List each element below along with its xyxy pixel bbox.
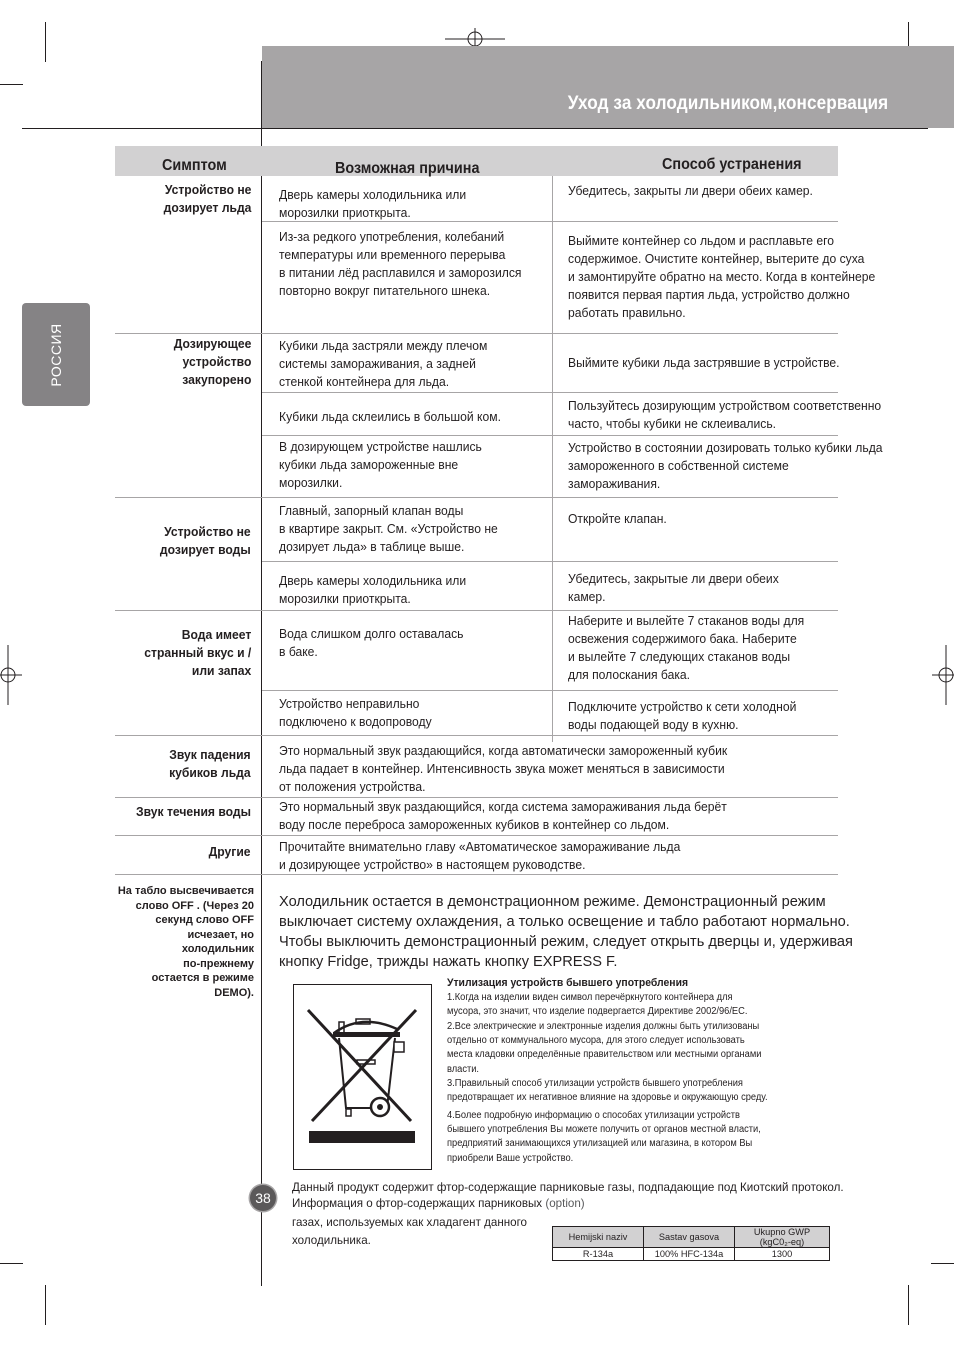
demo-explanation: Холодильник остается в демонстрационном режиме. Демонстрационный режим выключает систему охлаждения, а только освещение и табло работают нормально. Чтобы выключить демонстрационный режим, следует открыть дверцы и, удерживая кнопку Fridge, трижды нажать кнопку EXPRESS F. [279, 894, 853, 970]
language-tab-label: РОССИЯ [48, 322, 64, 387]
header-band [262, 46, 954, 128]
cause-cell: Устройство неправильно подключено к водопроводу [279, 696, 432, 729]
column-header-symptom: Симптом [162, 157, 227, 174]
disposal-item: 1.Когда на изделии виден символ перечёркнутого контейнера для мусора, это значит, что изделие подвергается Директиве 2002/96/EC. [447, 992, 748, 1018]
symptom-cell: Звук течения воды [136, 804, 251, 819]
kyoto-notice: Данный продукт содержит фтор-содержащие парниковые газы, подпадающие под Киотский протокол. [292, 1181, 844, 1194]
symptom-cell: Вода имеет странный вкус и / или запах [144, 627, 251, 678]
cause-cell: Кубики льда склеились в большой ком. [279, 409, 501, 424]
disposal-item: 3.Правильный способ утилизации устройств бывшего употребления предотвращает их негативное влияние на здоровье и окружающую среду. [447, 1078, 768, 1104]
group-divider [115, 610, 838, 611]
row-divider [262, 435, 838, 436]
cause-cell: В дозирующем устройстве нашлись кубики льда замороженные вне морозилки. [279, 439, 482, 490]
fgas-info-line: газах, используемых как хладагент данного [292, 1216, 527, 1229]
language-tab [22, 303, 90, 406]
page-title: Уход за холодильником,консервация [567, 92, 888, 114]
gwp-col-composition: Sastav gasova [644, 1227, 735, 1248]
crop-mark [0, 1263, 23, 1264]
cause-cell: Кубики льда застряли между плечом системы замораживания, а задней стенкой контейнера для льда. [279, 338, 488, 389]
solution-cell: Пользуйтесь дозирующим устройством соответственно часто, чтобы кубики не склеивались. [568, 398, 882, 431]
symptom-cell: Дозирующее устройство закупорено [173, 336, 251, 387]
crop-mark [45, 1285, 46, 1325]
solution-cell: Убедитесь, закрытые ли двери обеих камер. [568, 571, 779, 604]
gwp-col-name: Hemijski naziv [553, 1227, 644, 1248]
solution-cell: Убедитесь, закрыты ли двери обеих камер. [568, 183, 813, 198]
symptom-cell: Другие [209, 844, 251, 859]
option-label: (option) [545, 1197, 585, 1210]
crop-mark [261, 176, 262, 1286]
registration-mark-right [930, 640, 954, 710]
group-divider [115, 874, 838, 875]
group-divider [115, 735, 838, 736]
symptom-cell: Устройство не дозирует воды [160, 524, 251, 557]
row-divider [262, 561, 838, 562]
cause-cell: Главный, запорный клапан воды в квартире закрыт. См. «Устройство не дозирует льда» в таблице выше. [279, 503, 498, 554]
crop-mark [0, 84, 23, 85]
disposal-title: Утилизация устройств бывшего употребления [447, 977, 689, 989]
gwp-table-header [553, 1227, 830, 1248]
solution-cell: Наберите и вылейте 7 стаканов воды для освежения содержимого бака. Наберите и вылейте 7 следующих стаканов воды для полоскания бака. [568, 613, 805, 682]
symptom-cell: Устройство не дозирует льда [163, 182, 251, 215]
crop-mark [22, 128, 262, 129]
column-divider [552, 222, 553, 742]
column-header-cause: Возможная причина [335, 160, 480, 177]
group-divider [115, 497, 838, 498]
crop-mark [262, 128, 928, 129]
solution-cell: Выймите контейнер со льдом и расплавьте его содержимое. Очистите контейнер, вытерите до суха и замонтируйте обратно на место. Когда в контейнере появится первая партия льда, устройство должно работать правильно. [568, 233, 876, 320]
weee-symbol-box [293, 984, 432, 1170]
explanation-cell: Это нормальный звук раздающийся, когда система замораживания льда берёт воду после переброса замороженных кубиков в контейнер со льдом. [279, 799, 727, 832]
fgas-info-line: Информация о фтор-содержащих парниковых (option) [292, 1197, 585, 1210]
registration-mark-left [0, 640, 24, 710]
disposal-item: 4.Более подробную информацию о способах утилизации устройств бывшего употребления Вы можете получить от органов местной власти, предприятий занимающихся утилизацией или магазина, в котором Вы приобрели Ваше устройство. [447, 1110, 761, 1164]
row-divider [262, 392, 838, 393]
cause-cell: Вода слишком долго оставалась в баке. [279, 626, 464, 659]
explanation-cell: Прочитайте внимательно главу «Автоматическое замораживание льда и дозирующее устройство» в настоящем руководстве. [279, 839, 681, 872]
cause-cell: Из-за редкого употребления, колебаний температуры или временного перерыва в питании лёд расплавился и заморозился повторно вокруг питательного шнека. [279, 229, 522, 298]
cause-cell: Дверь камеры холодильника или морозилки приоткрыта. [279, 187, 467, 220]
solution-cell: Откройте клапан. [568, 511, 667, 526]
explanation-cell: Это нормальный звук раздающийся, когда автоматически замороженный кубик льда падает в контейнер. Интенсивность звука может меняться в зависимости от положения устройства. [279, 743, 728, 794]
symptom-cell: Звук падения кубиков льда [169, 747, 251, 780]
fgas-info-line: холодильника. [292, 1234, 371, 1247]
crop-mark [908, 1285, 909, 1325]
crop-mark [931, 1263, 954, 1264]
table-header [115, 146, 838, 176]
crossed-out-wheelie-bin-icon [294, 985, 431, 1169]
cause-cell: Дверь камеры холодильника или морозилки приоткрыта. [279, 573, 467, 606]
crop-mark [45, 22, 46, 62]
group-divider [115, 835, 838, 836]
solution-cell: Устройство в состоянии дозировать только кубики льда замороженного в собственной системе замораживания. [568, 440, 883, 491]
table-row: R-134a 100% HFC-134a 1300 [553, 1248, 830, 1261]
gwp-table [552, 1226, 830, 1261]
demo-symptom: На табло высвечивается слово OFF . (Через 20 секунд слово OFF исчезает, но холодильник по-прежнему остается в режиме DEMO). [117, 885, 254, 999]
solution-cell: Выймите кубики льда застрявшие в устройстве. [568, 355, 840, 370]
column-header-solution: Способ устранения [662, 156, 802, 173]
solution-cell: Подключите устройство к сети холодной воды подающей воду в кухню. [568, 699, 797, 732]
row-divider [262, 690, 838, 691]
column-divider [552, 176, 553, 221]
group-divider [115, 333, 838, 334]
gwp-col-total: Ukupno GWP (kgC0₂-eq) [735, 1227, 830, 1248]
disposal-item: 2.Все электрические и электронные изделия должны быть утилизованы отдельно от коммунального мусора, для этого следует использовать места кладовки определённые правительством или местными органами власти. [447, 1021, 762, 1075]
page-number: 38 [250, 1185, 276, 1211]
